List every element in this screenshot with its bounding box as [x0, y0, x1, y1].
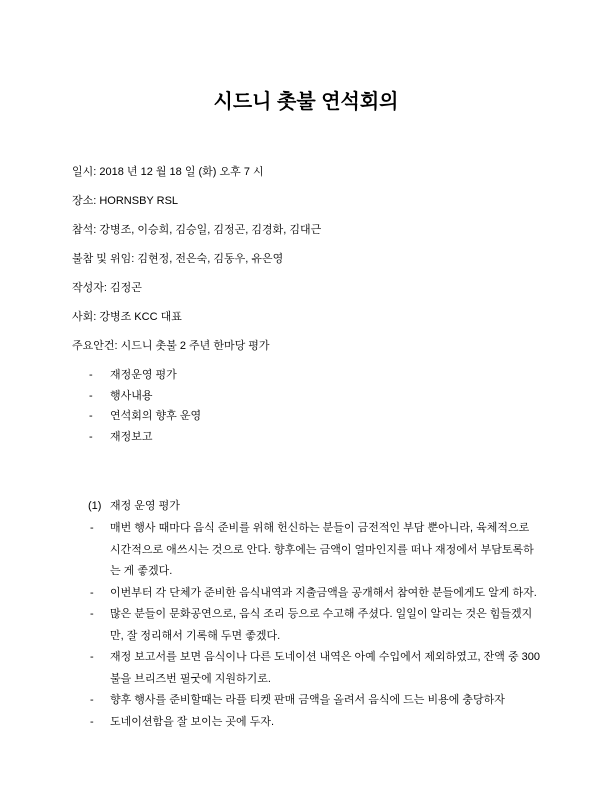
minutes-list	[72, 518, 540, 733]
agenda-item-label: 재정보고	[110, 430, 153, 443]
bullet-dash: -	[89, 410, 93, 422]
agenda-item	[72, 427, 540, 448]
meta-line-datetime: 일시: 2018 년 12 월 18 일 (화) 오후 7 시	[72, 166, 264, 178]
minutes-item-text: 이번부터 각 단체가 준비한 음식내역과 지출금액을 공개해서 참여한 분들에게도 알게 하자.	[110, 586, 537, 599]
section-number: (1)	[88, 500, 102, 512]
bullet-dash: -	[89, 369, 93, 381]
bullet-dash: -	[90, 715, 94, 728]
minutes-item-text: 향후 행사를 준비할때는 라플 티켓 판매 금액을 올려서 음식에 드는 비용에 충당하자	[110, 694, 505, 706]
minutes-item-text: 많은 분들이 문화공연으로, 음식 조리 등으로 수고해 주셨다. 일일이 알리는 것은 힘들겠지만, 잘 정리해서 기록해 두면 좋겠다.	[110, 608, 533, 642]
agenda-item	[72, 386, 540, 407]
minutes-item	[72, 518, 540, 583]
section-heading	[72, 496, 540, 517]
bullet-dash: -	[90, 694, 94, 706]
meta-line-main-agenda: 주요안건: 시드니 촛불 2 주년 한마당 평가	[72, 340, 270, 352]
meta-block	[72, 162, 540, 357]
bullet-dash: -	[90, 608, 94, 620]
agenda-list	[72, 365, 540, 447]
agenda-item-label: 연석회의 향후 운영	[110, 410, 202, 422]
meta-line-author: 작성자: 김정곤	[72, 282, 142, 294]
minutes-item	[72, 690, 540, 712]
meta-line-moderator: 사회: 강병조 KCC 대표	[72, 311, 182, 323]
minutes-item	[72, 712, 540, 734]
agenda-item	[72, 406, 540, 427]
minutes-item	[72, 647, 540, 690]
agenda-item	[72, 365, 540, 386]
bullet-dash: -	[89, 430, 93, 443]
section-title: 재정 운영 평가	[110, 500, 180, 512]
agenda-item-label: 행사내용	[110, 389, 153, 402]
meta-line-absent: 불참 및 위임: 김현정, 전은숙, 김동우, 유은영	[72, 253, 284, 265]
minutes-item	[72, 604, 540, 647]
bullet-dash: -	[90, 586, 94, 599]
minutes-item-text: 도네이션함을 잘 보이는 곳에 두자.	[110, 715, 275, 728]
document-title: 시드니 촛불 연석회의	[213, 91, 399, 113]
bullet-dash: -	[90, 522, 94, 534]
meta-line-location: 장소: HORNSBY RSL	[72, 195, 179, 207]
bullet-dash: -	[89, 389, 93, 402]
minutes-item	[72, 583, 540, 605]
minutes-item-text: 재정 보고서를 보면 음식이나 다른 도네이션 내역은 아예 수입에서 제외하였고, 잔액 중 300 불을 브리즈번 필굿에 지원하기로.	[110, 651, 540, 685]
bullet-dash: -	[90, 651, 94, 663]
agenda-item-label: 재정운영 평가	[110, 369, 177, 381]
minutes-item-text: 매번 행사 때마다 음식 준비를 위해 헌신하는 분들이 금전적인 부담 뿐아니라, 육체적으로 시간적으로 애쓰시는 것으로 안다. 향후에는 금액이 얼마인지를 떠나 재정에서 부담토록하는 게 좋겠다.	[110, 522, 534, 577]
meta-line-attendees: 참석: 강병조, 이승희, 김승일, 김정곤, 김경화, 김대근	[72, 224, 322, 236]
